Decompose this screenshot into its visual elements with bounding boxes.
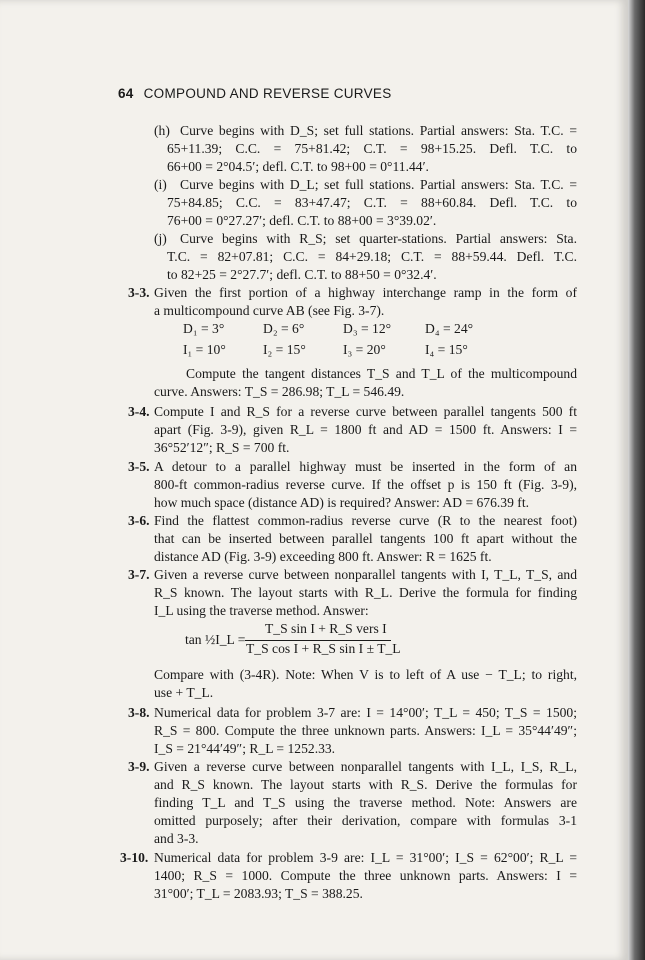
text-line: Curve begins with R_S; set quarter-stations. Partial answers: Sta.	[180, 231, 577, 246]
text-line: Numerical data for problem 3-7 are: I = 14°00′; T_L = 450; T_S = 1500;	[154, 705, 577, 720]
table-cell: D₄ = 24°	[425, 321, 474, 336]
text-line: 1400; R_S = 1000. Compute the three unknown parts. Answers: I =	[154, 868, 577, 883]
page-binding-edge	[628, 0, 645, 960]
text-line: to 82+25 = 2°27.7′; defl. C.T. to 88+50 = 0°32.4′.	[167, 267, 437, 282]
text-line: Compare with (3-4R). Note: When V is to left of A use − T_L; to right,	[154, 667, 577, 682]
text-line: finding T_L and T_S using the traverse method. Note: Answers are	[154, 795, 577, 810]
text-line: that can be inserted between parallel tangents 100 ft apart without the	[154, 531, 577, 546]
item-label: (j)	[154, 231, 167, 246]
running-header	[118, 86, 392, 101]
table-cell: D₃ = 12°	[343, 321, 392, 336]
text-line: Find the flattest common-radius reverse curve (R to the nearest foot)	[154, 513, 577, 528]
problem-number: 3-3.	[128, 285, 150, 300]
text-line: distance AD (Fig. 3-9) exceeding 800 ft. Answer: R = 1625 ft.	[154, 549, 492, 564]
text-line: 66+00 = 2°04.5′; defl. C.T. to 98+00 = 0°11.44′.	[167, 159, 429, 174]
text-line: 76+00 = 0°27.27′; defl. C.T. to 88+00 = 3°39.02′.	[167, 213, 437, 228]
text-line: Numerical data for problem 3-9 are: I_L = 31°00′; I_S = 62°00′; R_L =	[154, 850, 577, 865]
text-line: Given the first portion of a highway interchange ramp in the form of	[154, 285, 577, 300]
text-line: I_L using the traverse method. Answer:	[154, 603, 369, 618]
table-cell: I₄ = 15°	[425, 342, 468, 357]
text-line: 800-ft common-radius reverse curve. If the offset p is 150 ft (Fig. 3-9),	[154, 477, 577, 492]
table-cell: I₃ = 20°	[343, 342, 386, 357]
item-label: (h)	[154, 123, 170, 138]
text-line: R_S = 800. Compute the three unknown parts. Answers: I_L = 35°44′49″;	[154, 723, 577, 738]
text-line: Curve begins with D_L; set full stations. Partial answers: Sta. T.C. =	[180, 177, 577, 192]
text-line: curve. Answers: T_S = 286.98; T_L = 546.49.	[154, 384, 405, 399]
problem-number: 3-7.	[128, 567, 150, 582]
text-line: 65+11.39; C.C. = 75+81.42; C.T. = 98+15.25. Defl. T.C. to	[167, 141, 577, 156]
formula-numerator: T_S sin I + R_S vers I	[265, 621, 387, 636]
text-line: I_S = 21°44′49″; R_L = 1252.33.	[154, 741, 336, 756]
text-line: a multicompound curve AB (see Fig. 3-7).	[154, 303, 385, 318]
text-line: Given a reverse curve between nonparallel tangents with I, T_L, T_S, and	[154, 567, 577, 582]
text-line: apart (Fig. 3-9), given R_L = 1800 ft and AD = 1500 ft. Answers: I =	[154, 422, 577, 437]
problem-number: 3-5.	[128, 459, 150, 474]
formula-lhs: tan ½I_L =	[185, 632, 246, 647]
text-line: A detour to a parallel highway must be inserted in the form of an	[154, 459, 577, 474]
item-label: (i)	[154, 177, 167, 192]
text-line: Given a reverse curve between nonparallel tangents with I_L, I_S, R_L,	[154, 759, 577, 774]
table-cell: I₁ = 10°	[183, 342, 226, 357]
chapter-title: COMPOUND AND REVERSE CURVES	[143, 86, 392, 101]
text-line: and R_S known. The layout starts with R_S. Derive the formulas for	[154, 777, 577, 792]
text-line: Compute the tangent distances T_S and T_L of the multicompound	[186, 366, 577, 381]
problem-number: 3-10.	[120, 850, 149, 865]
problem-number: 3-8.	[128, 705, 150, 720]
problem-number: 3-6.	[128, 513, 150, 528]
formula-denominator: T_S cos I + R_S sin I ± T_L	[246, 641, 401, 656]
text-line: omitted purposely; after their derivation, compare with formulas 3-1	[154, 813, 577, 828]
problem-number: 3-4.	[128, 404, 150, 419]
table-cell: D₂ = 6°	[263, 321, 305, 336]
text-line: R_S known. The layout starts with R_L. Derive the formula for finding	[154, 585, 577, 600]
problem-number: 3-9.	[128, 759, 150, 774]
text-line: use + T_L.	[154, 685, 214, 700]
text-line: 36°52′12″; R_S = 700 ft.	[154, 440, 290, 455]
text-line: 31°00′; T_L = 2083.93; T_S = 388.25.	[154, 886, 363, 901]
text-line: and 3-3.	[154, 831, 199, 846]
text-line: T.C. = 82+07.81; C.C. = 84+29.18; C.T. = 88+59.44. Defl. T.C.	[167, 249, 577, 264]
text-line: 75+84.85; C.C. = 83+47.47; C.T. = 88+60.84. Defl. T.C. to	[167, 195, 577, 210]
text-line: Compute I and R_S for a reverse curve between parallel tangents 500 ft	[154, 404, 577, 419]
text-line: how much space (distance AD) is required? Answer: AD = 676.39 ft.	[154, 495, 529, 510]
table-cell: D₁ = 3°	[183, 321, 225, 336]
table-cell: I₂ = 15°	[263, 342, 306, 357]
text-line: Curve begins with D_S; set full stations. Partial answers: Sta. T.C. =	[180, 123, 577, 138]
page-number: 64	[118, 86, 134, 101]
